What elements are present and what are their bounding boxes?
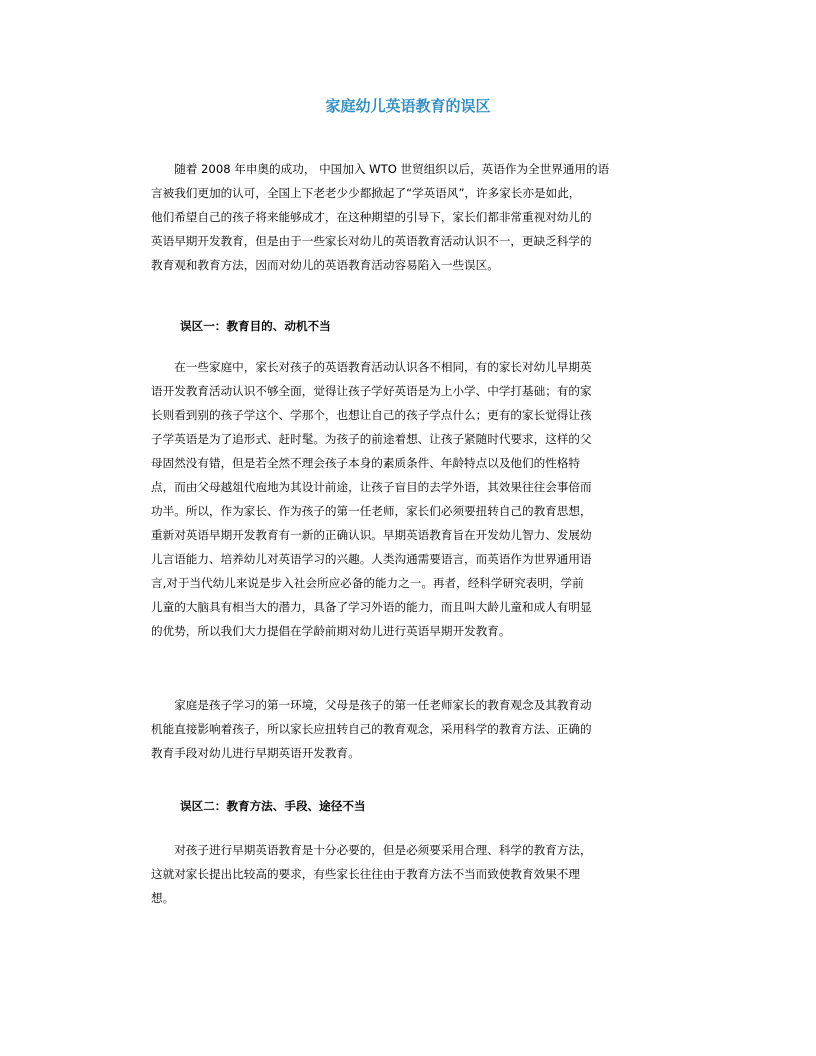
paragraph-line: 言,对于当代幼儿来说是步入社会所应必备的能力之一。再者，经科学研究表明，学前 [151, 576, 584, 590]
paragraph-line: 的优势，所以我们大力提倡在学龄前期对幼儿进行英语早期开发教育。 [151, 624, 511, 638]
paragraph-line: 重新对英语早期开发教育有一新的正确认识。早期英语教育旨在开发幼儿智力、发展幼 [151, 528, 592, 542]
document-title: 家庭幼儿英语教育的误区 [325, 97, 491, 115]
paragraph-line: 语开发教育活动认识不够全面，觉得让孩子学好英语是为上小学、中学打基础；有的家 [151, 384, 592, 398]
paragraph-line: 母固然没有错，但是若全然不理会孩子本身的素质条件、年龄特点以及他们的性格特 [151, 456, 580, 470]
section-heading-1: 误区一：教育目的、动机不当 [180, 319, 331, 333]
paragraph-line: 言被我们更加的认可，全国上下老老少少都掀起了“学英语风”，许多家长亦是如此， [151, 186, 581, 200]
section1-paragraph-1 [151, 355, 651, 643]
paragraph-line: 教育观和教育方法，因而对幼儿的英语教育活动容易陷入一些误区。 [151, 258, 499, 272]
section1-paragraph-2 [151, 693, 651, 765]
paragraph-line: 长则看到别的孩子学这个、学那个，也想让自己的孩子学点什么；更有的家长觉得让孩 [151, 408, 592, 422]
paragraph-line: 功半。所以，作为家长、作为孩子的第一任老师，家长们必须要扭转自己的教育思想， [151, 504, 592, 518]
paragraph-line: 点，而由父母越俎代庖地为其设计前途，让孩子盲目的去学外语，其效果往往会事倍而 [151, 480, 592, 494]
paragraph-line: 他们希望自己的孩子将来能够成才，在这种期望的引导下，家长们都非常重视对幼儿的 [151, 210, 592, 224]
section-heading-2: 误区二：教育方法、手段、途径不当 [180, 799, 366, 813]
paragraph-line: 机能直接影响着孩子，所以家长应扭转自己的教育观念，采用科学的教育方法、正确的 [151, 722, 592, 736]
paragraph-line: 家庭是孩子学习的第一环境，父母是孩子的第一任老师家长的教育观念及其教育动 [151, 698, 592, 712]
paragraph-line: 想。 [151, 891, 175, 905]
paragraph-line: 子学英语是为了追形式、赶时髦。为孩子的前途着想、让孩子紧随时代要求，这样的父 [151, 432, 592, 446]
intro-paragraph [151, 157, 651, 277]
paragraph-line: 随着 2008 年申奥的成功， 中国加入 WTO 世贸组织以后，英语作为全世界通用的语 [151, 162, 610, 176]
paragraph-line: 对孩子进行早期英语教育是十分必要的，但是必须要采用合理、科学的教育方法， [151, 843, 592, 857]
paragraph-line: 儿言语能力、培养幼儿对英语学习的兴趣。人类沟通需要语言，而英语作为世界通用语 [151, 552, 592, 566]
section2-paragraph-1 [151, 838, 651, 910]
paragraph-line: 教育手段对幼儿进行早期英语开发教育。 [151, 746, 360, 760]
paragraph-line: 这就对家长提出比较高的要求，有些家长往往由于教育方法不当而致使教育效果不理 [151, 867, 580, 881]
paragraph-line: 英语早期开发教育，但是由于一些家长对幼儿的英语教育活动认识不一，更缺乏科学的 [151, 234, 592, 248]
paragraph-line: 在一些家庭中，家长对孩子的英语教育活动认识各不相同，有的家长对幼儿早期英 [151, 360, 592, 374]
paragraph-line: 儿童的大脑具有相当大的潜力，具备了学习外语的能力，而且叫大龄儿童和成人有明显 [151, 600, 592, 614]
